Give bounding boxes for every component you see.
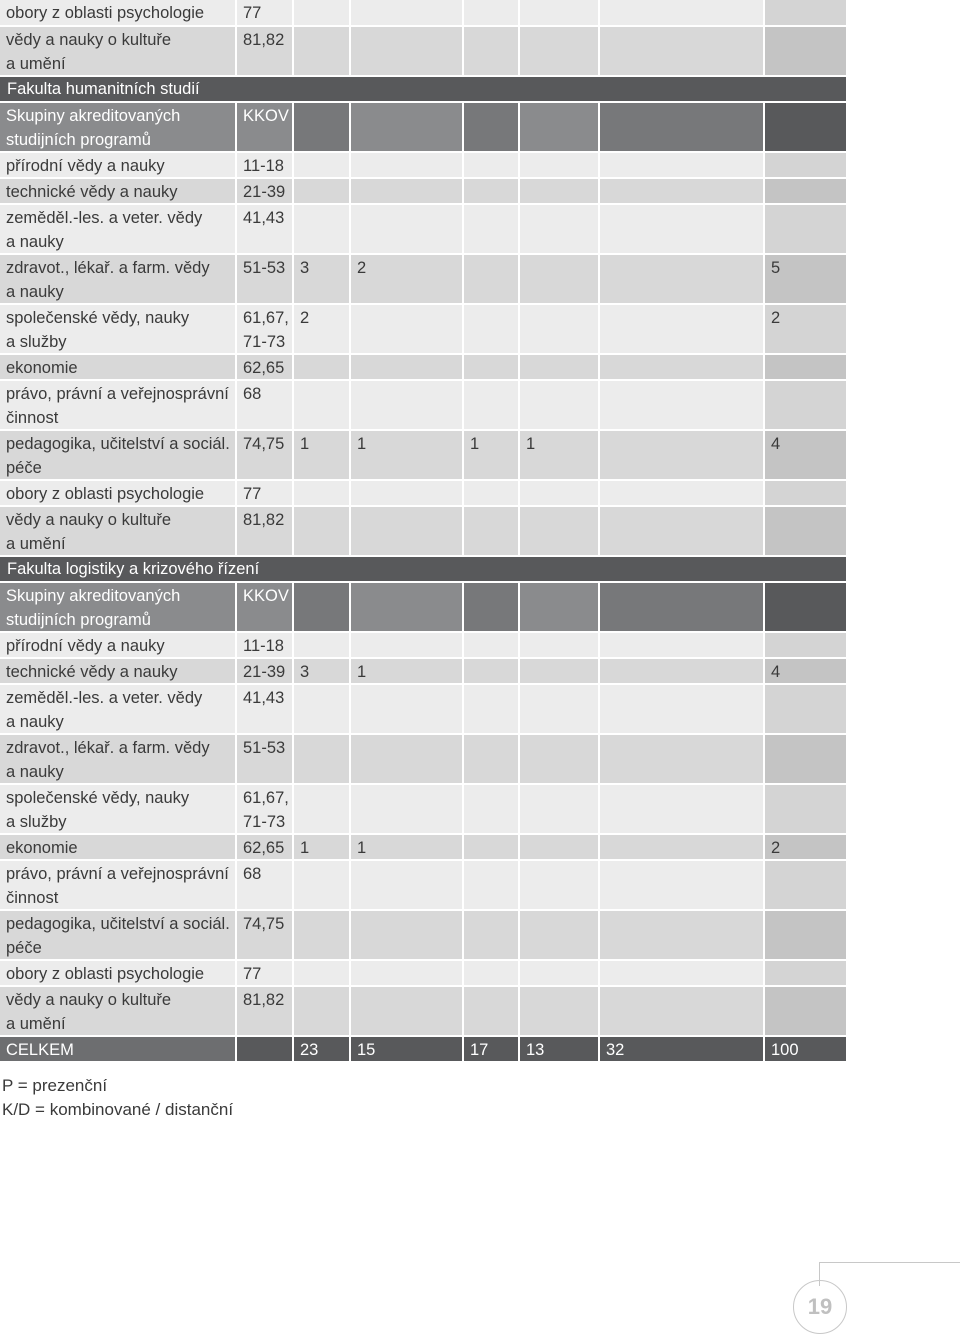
cell-col-e <box>600 205 765 253</box>
cell-kkov: 51-53 <box>237 255 294 303</box>
cell-col-a <box>294 685 351 733</box>
cell-col-b <box>351 785 464 833</box>
cell-col-total <box>765 987 846 1035</box>
cell-col-b: 1 <box>351 659 464 683</box>
cell-col-total <box>765 861 846 909</box>
table-row <box>0 305 846 355</box>
cell-col-c: 17 <box>464 1037 520 1061</box>
cell-col-e <box>600 255 765 303</box>
cell-col-b: 15 <box>351 1037 464 1061</box>
cell-col-d <box>520 785 600 833</box>
cell-col-total <box>765 205 846 253</box>
cell-program-group: vědy a nauky o kultuře a umění <box>0 507 237 555</box>
cell-col-c <box>464 305 520 353</box>
cell-col-a <box>294 481 351 505</box>
table-row <box>0 961 846 987</box>
table-row <box>0 987 846 1037</box>
cell-col-d <box>520 179 600 203</box>
cell-col-b <box>351 355 464 379</box>
cell-col-e <box>600 861 765 909</box>
cell-kkov: 81,82 <box>237 987 294 1035</box>
table-header-row <box>0 103 846 153</box>
cell-col-total <box>765 735 846 783</box>
cell-program-group: pedagogika, učitelství a sociál. péče <box>0 911 237 959</box>
table-row <box>0 179 846 205</box>
cell-kkov: 77 <box>237 0 294 25</box>
cell-col-a <box>294 355 351 379</box>
cell-col-e <box>600 103 765 151</box>
cell-kkov: 11-18 <box>237 153 294 177</box>
cell-col-b <box>351 633 464 657</box>
cell-col-total <box>765 507 846 555</box>
cell-col-d <box>520 481 600 505</box>
cell-col-a <box>294 507 351 555</box>
cell-program-group: ekonomie <box>0 355 237 379</box>
cell-program-group: vědy a nauky o kultuře a umění <box>0 987 237 1035</box>
cell-col-c <box>464 659 520 683</box>
cell-program-group: technické vědy a nauky <box>0 179 237 203</box>
cell-col-e <box>600 961 765 985</box>
faculty-title-row <box>0 557 846 583</box>
cell-col-c <box>464 911 520 959</box>
cell-col-a <box>294 633 351 657</box>
cell-col-total <box>765 633 846 657</box>
table-row <box>0 861 846 911</box>
cell-col-a <box>294 911 351 959</box>
table-row <box>0 685 846 735</box>
cell-col-total <box>765 381 846 429</box>
cell-col-a <box>294 153 351 177</box>
table-row <box>0 205 846 255</box>
cell-col-d <box>520 987 600 1035</box>
cell-col-b <box>351 685 464 733</box>
cell-col-e <box>600 659 765 683</box>
cell-col-e <box>600 153 765 177</box>
cell-program-group: přírodní vědy a nauky <box>0 633 237 657</box>
cell-col-d <box>520 103 600 151</box>
table-row <box>0 785 846 835</box>
cell-col-e <box>600 633 765 657</box>
cell-kkov: 74,75 <box>237 911 294 959</box>
cell-program-group: ekonomie <box>0 835 237 859</box>
cell-col-d <box>520 633 600 657</box>
cell-col-a <box>294 27 351 75</box>
table-row <box>0 153 846 179</box>
cell-col-d <box>520 735 600 783</box>
cell-col-d <box>520 0 600 25</box>
cell-col-a <box>294 583 351 631</box>
cell-col-d <box>520 507 600 555</box>
cell-col-total: 4 <box>765 659 846 683</box>
page-corner-line-horizontal <box>819 1262 960 1263</box>
cell-col-a <box>294 103 351 151</box>
note-kombinovane: K/D = kombinované / distanční <box>2 1100 234 1119</box>
cell-kkov: KKOV <box>237 103 294 151</box>
cell-program-group: společenské vědy, nauky a služby <box>0 785 237 833</box>
cell-col-a <box>294 961 351 985</box>
table-row <box>0 835 846 861</box>
cell-col-b: 2 <box>351 255 464 303</box>
table-header-row <box>0 583 846 633</box>
cell-col-e <box>600 987 765 1035</box>
table-row <box>0 507 846 557</box>
cell-program-group: Skupiny akreditovaných studijních programů <box>0 583 237 631</box>
cell-col-total <box>765 481 846 505</box>
cell-col-e <box>600 355 765 379</box>
cell-col-b <box>351 305 464 353</box>
cell-col-d <box>520 205 600 253</box>
cell-col-d <box>520 381 600 429</box>
cell-col-total <box>765 685 846 733</box>
cell-col-e <box>600 0 765 25</box>
cell-col-e: 32 <box>600 1037 765 1061</box>
cell-col-c <box>464 583 520 631</box>
cell-kkov <box>237 1037 294 1061</box>
cell-col-b: 1 <box>351 835 464 859</box>
cell-col-c <box>464 255 520 303</box>
faculty-title: Fakulta humanitních studií <box>7 80 200 98</box>
cell-col-b <box>351 179 464 203</box>
cell-col-a <box>294 0 351 25</box>
cell-kkov: 68 <box>237 861 294 909</box>
cell-col-c <box>464 735 520 783</box>
table-row <box>0 481 846 507</box>
note-prezencni: P = prezenční <box>2 1076 108 1095</box>
table-row <box>0 381 846 431</box>
table-row <box>0 735 846 785</box>
cell-program-group: právo, právní a veřejnosprávní činnost <box>0 381 237 429</box>
cell-kkov: 11-18 <box>237 633 294 657</box>
cell-col-total <box>765 153 846 177</box>
cell-col-c <box>464 205 520 253</box>
faculty-title-row <box>0 77 846 103</box>
cell-kkov: KKOV <box>237 583 294 631</box>
cell-col-b <box>351 583 464 631</box>
cell-col-e <box>600 27 765 75</box>
cell-col-total: 5 <box>765 255 846 303</box>
cell-col-c <box>464 987 520 1035</box>
cell-kkov: 41,43 <box>237 205 294 253</box>
cell-col-d <box>520 355 600 379</box>
faculty-title: Fakulta logistiky a krizového řízení <box>7 560 260 578</box>
cell-col-total <box>765 0 846 25</box>
cell-kkov: 61,67, 71-73 <box>237 785 294 833</box>
page-number: 19 <box>793 1280 847 1334</box>
cell-col-total <box>765 911 846 959</box>
cell-col-a <box>294 861 351 909</box>
cell-program-group: společenské vědy, nauky a služby <box>0 305 237 353</box>
cell-col-b <box>351 205 464 253</box>
cell-col-c <box>464 103 520 151</box>
cell-col-c <box>464 507 520 555</box>
cell-col-b <box>351 381 464 429</box>
cell-col-d <box>520 835 600 859</box>
cell-col-c <box>464 835 520 859</box>
cell-col-b <box>351 911 464 959</box>
cell-program-group: zdravot., lékař. a farm. vědy a nauky <box>0 255 237 303</box>
cell-kkov: 41,43 <box>237 685 294 733</box>
cell-col-d: 1 <box>520 431 600 479</box>
cell-col-a <box>294 987 351 1035</box>
cell-col-a: 1 <box>294 431 351 479</box>
cell-col-c: 1 <box>464 431 520 479</box>
cell-col-c <box>464 27 520 75</box>
cell-col-e <box>600 507 765 555</box>
cell-program-group: přírodní vědy a nauky <box>0 153 237 177</box>
cell-program-group: Skupiny akreditovaných studijních programů <box>0 103 237 151</box>
table-row <box>0 27 846 77</box>
cell-kkov: 62,65 <box>237 355 294 379</box>
cell-col-d <box>520 685 600 733</box>
cell-kkov: 74,75 <box>237 431 294 479</box>
cell-col-a <box>294 381 351 429</box>
cell-col-e <box>600 835 765 859</box>
cell-program-group: právo, právní a veřejnosprávní činnost <box>0 861 237 909</box>
cell-col-b <box>351 103 464 151</box>
cell-col-a <box>294 735 351 783</box>
cell-program-group: CELKEM <box>0 1037 237 1061</box>
cell-col-a: 2 <box>294 305 351 353</box>
cell-col-e <box>600 381 765 429</box>
cell-col-e <box>600 785 765 833</box>
cell-col-c <box>464 685 520 733</box>
cell-col-d: 13 <box>520 1037 600 1061</box>
cell-kkov: 62,65 <box>237 835 294 859</box>
table-row <box>0 255 846 305</box>
cell-kkov: 21-39 <box>237 659 294 683</box>
cell-col-b <box>351 861 464 909</box>
cell-col-d <box>520 659 600 683</box>
cell-col-a: 23 <box>294 1037 351 1061</box>
table-row <box>0 911 846 961</box>
cell-col-total: 2 <box>765 835 846 859</box>
cell-kkov: 77 <box>237 481 294 505</box>
cell-col-total: 2 <box>765 305 846 353</box>
cell-col-a <box>294 179 351 203</box>
cell-col-c <box>464 785 520 833</box>
cell-col-b: 1 <box>351 431 464 479</box>
cell-col-a: 3 <box>294 659 351 683</box>
cell-col-c <box>464 961 520 985</box>
cell-program-group: pedagogika, učitelství a sociál. péče <box>0 431 237 479</box>
cell-col-b <box>351 0 464 25</box>
cell-col-b <box>351 481 464 505</box>
cell-col-d <box>520 911 600 959</box>
cell-col-c <box>464 861 520 909</box>
cell-col-total <box>765 961 846 985</box>
cell-col-total <box>765 785 846 833</box>
cell-kkov: 51-53 <box>237 735 294 783</box>
cell-col-d <box>520 305 600 353</box>
cell-col-e <box>600 481 765 505</box>
cell-col-e <box>600 685 765 733</box>
cell-kkov: 21-39 <box>237 179 294 203</box>
legend-notes <box>2 1074 233 1122</box>
cell-col-e <box>600 305 765 353</box>
cell-program-group: obory z oblasti psychologie <box>0 961 237 985</box>
cell-kkov: 81,82 <box>237 507 294 555</box>
total-row <box>0 1037 846 1063</box>
cell-program-group: zeměděl.-les. a veter. vědy a nauky <box>0 205 237 253</box>
cell-col-e <box>600 735 765 783</box>
cell-col-total <box>765 179 846 203</box>
cell-col-a: 3 <box>294 255 351 303</box>
cell-col-c <box>464 381 520 429</box>
cell-col-d <box>520 961 600 985</box>
cell-kkov: 68 <box>237 381 294 429</box>
cell-kkov: 61,67, 71-73 <box>237 305 294 353</box>
cell-col-a <box>294 205 351 253</box>
cell-col-a <box>294 785 351 833</box>
cell-col-total <box>765 583 846 631</box>
cell-col-e <box>600 583 765 631</box>
cell-col-total <box>765 103 846 151</box>
cell-col-d <box>520 153 600 177</box>
cell-program-group: obory z oblasti psychologie <box>0 0 237 25</box>
cell-col-b <box>351 507 464 555</box>
table-row <box>0 633 846 659</box>
cell-col-c <box>464 633 520 657</box>
cell-col-b <box>351 987 464 1035</box>
cell-kkov: 81,82 <box>237 27 294 75</box>
cell-program-group: vědy a nauky o kultuře a umění <box>0 27 237 75</box>
table-row <box>0 431 846 481</box>
cell-col-d <box>520 255 600 303</box>
cell-col-d <box>520 583 600 631</box>
cell-kkov: 77 <box>237 961 294 985</box>
cell-col-b <box>351 27 464 75</box>
cell-col-e <box>600 431 765 479</box>
cell-col-total <box>765 355 846 379</box>
cell-program-group: zeměděl.-les. a veter. vědy a nauky <box>0 685 237 733</box>
cell-col-c <box>464 355 520 379</box>
cell-col-total: 100 <box>765 1037 846 1061</box>
table-row <box>0 0 846 27</box>
cell-program-group: technické vědy a nauky <box>0 659 237 683</box>
cell-col-c <box>464 0 520 25</box>
cell-col-total <box>765 27 846 75</box>
cell-program-group: zdravot., lékař. a farm. vědy a nauky <box>0 735 237 783</box>
cell-col-total: 4 <box>765 431 846 479</box>
cell-col-b <box>351 735 464 783</box>
table-row <box>0 355 846 381</box>
cell-col-c <box>464 179 520 203</box>
cell-col-d <box>520 861 600 909</box>
cell-col-d <box>520 27 600 75</box>
cell-program-group: obory z oblasti psychologie <box>0 481 237 505</box>
cell-col-a: 1 <box>294 835 351 859</box>
cell-col-b <box>351 961 464 985</box>
cell-col-b <box>351 153 464 177</box>
cell-col-c <box>464 481 520 505</box>
cell-col-e <box>600 179 765 203</box>
cell-col-e <box>600 911 765 959</box>
table-row <box>0 659 846 685</box>
cell-col-c <box>464 153 520 177</box>
